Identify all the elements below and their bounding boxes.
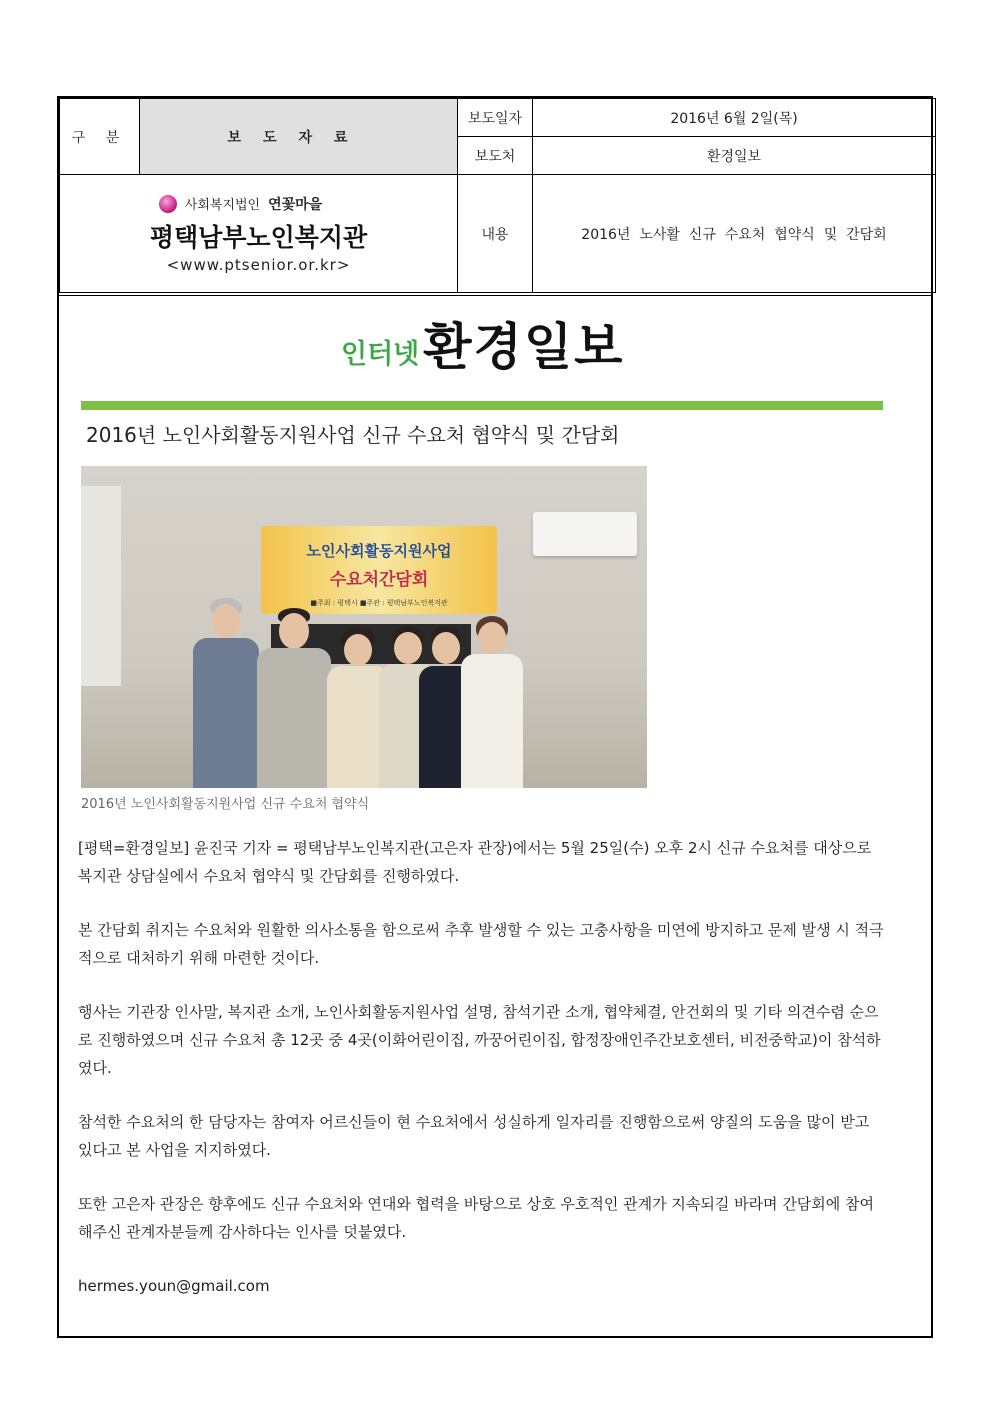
press-release-frame	[57, 96, 933, 1338]
content-value: 2016년 노사활 신규 수요처 협약식 및 간담회	[533, 175, 936, 293]
photo-window	[81, 486, 121, 686]
photo-banner-line3: ■주최 : 평택시 ■주관 : 평택남부노인복지관	[310, 599, 448, 607]
photo-person	[461, 616, 523, 788]
source-value: 환경일보	[533, 137, 936, 175]
photo-banner-line2: 수요처간담회	[329, 570, 429, 590]
date-value: 2016년 6월 2일(목)	[533, 99, 936, 137]
newspaper-logo	[341, 307, 624, 379]
org-line	[24, 194, 457, 214]
org-village: 연꽃마을	[268, 196, 323, 213]
photo-person	[257, 608, 331, 788]
photo-caption: 2016년 노인사회활동지원사업 신규 수요처 협약식	[81, 797, 370, 812]
green-divider-bar	[81, 401, 883, 410]
article-paragraph: 본 간담회 취지는 수요처와 원활한 의사소통을 함으로써 추후 발생할 수 있는 고충사항을 미연에 방지하고 문제 발생 시 적극적으로 대처하기 위해 마련한 것이다.	[78, 921, 884, 967]
category-label: 구 분	[60, 99, 140, 175]
photo-banner	[261, 526, 497, 614]
article-paragraph: 또한 고은자 관장은 향후에도 신규 수요처와 연대와 협력을 바탕으로 상호 우호적인 관계가 지속되길 바라며 간담회에 참여해주신 관계자분들께 감사하다는 인사를 덧붙였다.	[78, 1195, 875, 1241]
org-url-link[interactable]: <www.ptsenior.or.kr>	[166, 255, 351, 274]
press-release-header-table	[59, 98, 936, 293]
org-name: 평택남부노인복지관	[149, 222, 368, 252]
article-headline: 2016년 노인사회활동지원사업 신규 수요처 협약식 및 간담회	[86, 423, 620, 447]
newspaper-logo-prefix: 인터넷	[341, 339, 420, 370]
content-label: 내용	[458, 175, 533, 293]
newspaper-logo-name: 환경일보	[423, 318, 625, 376]
photo-person	[193, 598, 259, 788]
source-label: 보도처	[458, 137, 533, 175]
article-paragraph: 행사는 기관장 인사말, 복지관 소개, 노인사회활동지원사업 설명, 참석기관 소개, 협약체결, 안건회의 및 기타 의견수렴 순으로 진행하였으며 신규 수요처 총 12곳 중 4곳(이화어린이집, 까꿍어린이집, 합정장애인주간보호센터, 비전중학교)이 참석하였다.	[78, 1003, 881, 1077]
lotus-logo-icon	[159, 195, 177, 213]
date-label: 보도일자	[458, 99, 533, 137]
reporter-email-link[interactable]: hermes.youn@gmail.com	[78, 1277, 270, 1295]
air-conditioner	[533, 512, 637, 556]
header-divider	[59, 292, 931, 296]
org-corp: 사회복지법인	[184, 198, 261, 213]
article-paragraph: 참석한 수요처의 한 담당자는 참여자 어르신들이 현 수요처에서 성실하게 일자리를 진행함으로써 양질의 도움을 많이 받고 있다고 본 사업을 지지하였다.	[78, 1113, 870, 1159]
photo-banner-line1: 노인사회활동지원사업	[306, 542, 452, 560]
article-photo	[81, 466, 647, 788]
article-body	[78, 834, 886, 1326]
organization-cell	[60, 175, 458, 293]
article-paragraph: [평택=환경일보] 윤진국 기자 = 평택남부노인복지관(고은자 관장)에서는 5월 25일(수) 오후 2시 신규 수요처를 대상으로 복지관 상담실에서 수요처 협약식 및 간담회를 진행하였다.	[78, 839, 872, 885]
doc-type-title: 보도자료	[140, 99, 458, 175]
